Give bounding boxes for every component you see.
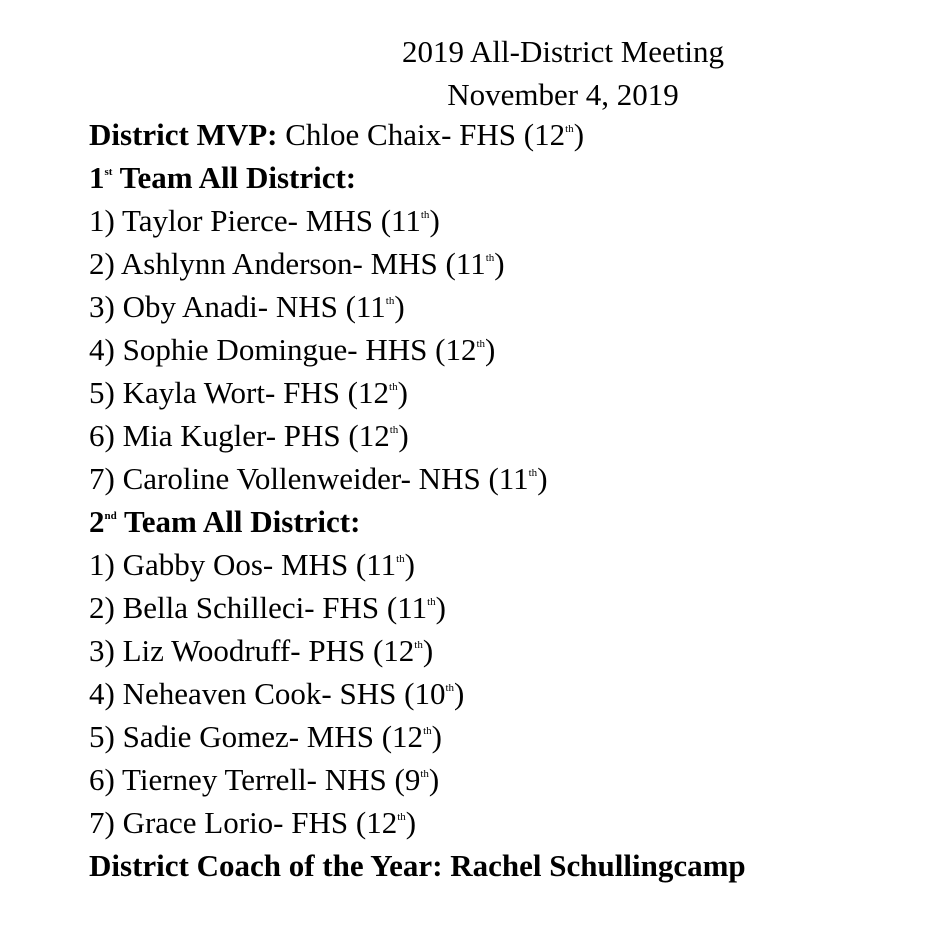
player-close: ) (494, 246, 505, 281)
grade-suffix: th (385, 295, 395, 307)
player-close: ) (428, 762, 440, 797)
meeting-title: 2019 All-District Meeting (401, 34, 725, 69)
list-item (89, 543, 919, 586)
coach-of-year-line: District Coach of the Year: Rachel Schullingcamp (89, 848, 746, 883)
list-item (89, 715, 919, 758)
player-close: ) (394, 289, 405, 324)
second-team-ordinal-suffix: nd (104, 510, 117, 522)
grade-suffix: th (397, 811, 406, 823)
list-item (89, 586, 919, 629)
player-close: ) (398, 418, 409, 453)
player-text: 6) Tierney Terrell- NHS (9 (89, 762, 421, 797)
player-close: ) (405, 805, 417, 840)
mvp-name: Chloe Chaix- FHS (12 (277, 117, 566, 152)
player-close: ) (404, 547, 415, 582)
player-text: 1) Taylor Pierce- MHS (11 (89, 203, 421, 238)
first-team-ordinal-suffix: st (104, 166, 113, 178)
grade-suffix: th (528, 467, 538, 479)
player-close: ) (431, 719, 442, 754)
first-team-ordinal: 1 (89, 160, 105, 195)
list-item (89, 242, 919, 285)
mvp-grade-suffix: th (565, 123, 574, 135)
list-item (89, 285, 919, 328)
player-close: ) (435, 590, 446, 625)
second-team-ordinal: 2 (89, 504, 105, 539)
list-item (89, 371, 919, 414)
list-item (89, 629, 919, 672)
player-text: 3) Liz Woodruff- PHS (12 (89, 633, 415, 668)
list-item (89, 801, 919, 844)
grade-suffix: th (414, 639, 423, 651)
mvp-label: District MVP: (89, 117, 278, 152)
grade-suffix: th (476, 338, 486, 350)
list-item (89, 414, 919, 457)
grade-suffix: th (389, 424, 399, 436)
grade-suffix: th (389, 381, 398, 393)
player-close: ) (397, 375, 408, 410)
player-text: 1) Gabby Oos- MHS (11 (89, 547, 397, 582)
player-close: ) (454, 676, 465, 711)
grade-suffix: th (396, 553, 405, 565)
player-text: 7) Grace Lorio- FHS (12 (89, 805, 398, 840)
grade-suffix: th (445, 682, 455, 694)
player-text: 2) Bella Schilleci- FHS (11 (89, 590, 428, 625)
player-close: ) (537, 461, 548, 496)
document-header (0, 30, 930, 116)
grade-suffix: th (427, 596, 436, 608)
grade-suffix: th (420, 768, 429, 780)
player-text: 3) Oby Anadi- NHS (11 (89, 289, 386, 324)
list-item (89, 457, 919, 500)
first-team-heading (89, 156, 919, 199)
player-text: 4) Sophie Domingue- HHS (12 (89, 332, 477, 367)
grade-suffix: th (420, 209, 430, 221)
player-text: 4) Neheaven Cook- SHS (10 (89, 676, 446, 711)
document-body (89, 113, 919, 887)
list-item (89, 672, 919, 715)
list-item (89, 758, 919, 801)
grade-suffix: th (423, 725, 432, 737)
list-item (89, 199, 919, 242)
mvp-line (89, 113, 919, 156)
meeting-date: November 4, 2019 (447, 77, 679, 112)
second-team-label: Team All District: (116, 504, 361, 539)
player-text: 2) Ashlynn Anderson- MHS (11 (89, 246, 486, 281)
player-text: 5) Kayla Wort- FHS (12 (89, 375, 390, 410)
player-close: ) (422, 633, 434, 668)
player-text: 6) Mia Kugler- PHS (12 (89, 418, 390, 453)
grade-suffix: th (485, 252, 495, 264)
player-close: ) (429, 203, 440, 238)
second-team-heading (89, 500, 919, 543)
first-team-label: Team All District: (112, 160, 357, 195)
player-text: 7) Caroline Vollenweider- NHS (11 (89, 461, 529, 496)
list-item (89, 328, 919, 371)
mvp-close: ) (573, 117, 585, 152)
player-close: ) (485, 332, 496, 367)
player-text: 5) Sadie Gomez- MHS (12 (89, 719, 424, 754)
